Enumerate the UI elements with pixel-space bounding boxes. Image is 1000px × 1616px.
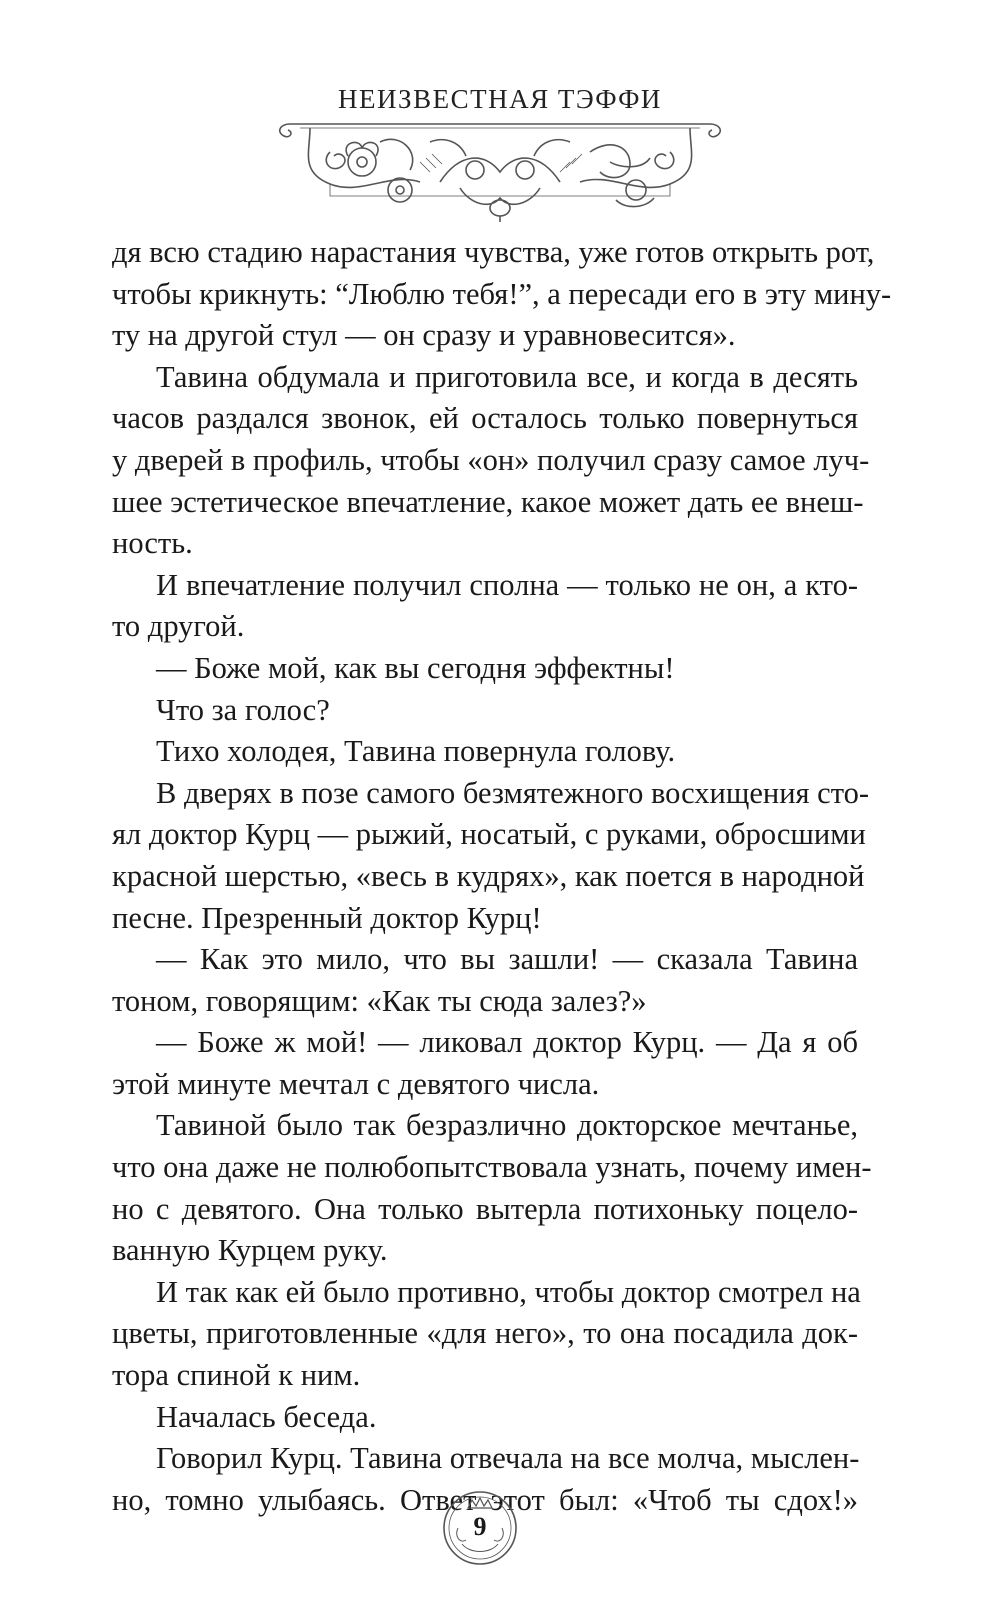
text-line: — Как это мило, что вы зашли! — сказала Тавина [156,942,858,977]
text-line: — Боже мой, как вы сегодня эффектны! [156,650,675,685]
text-line: песне. Презренный доктор Курц! [112,900,542,935]
text-line: Говорил Курц. Тавина отвечала на все молча, мыслен- [156,1441,860,1476]
text-line: цветы, приготовленные «для него», то она посадила док- [112,1316,858,1351]
text-line: но с девятого. Она только вытерла потихоньку поцело- [112,1191,858,1226]
text-line: ность. [112,526,193,561]
text-line: Что за голос? [156,692,330,727]
text-line: этой минуте мечтал с девятого числа. [112,1066,600,1101]
text-line: Началась беседа. [156,1399,377,1434]
text-line: ванную Курцем руку. [112,1233,388,1268]
text-line: В дверях в позе самого безмятежного восхищения сто- [156,775,870,810]
text-line: часов раздался звонок, ей осталось только повернуться [112,401,858,436]
text-line: то другой. [112,609,245,644]
text-line: ту на другой стул — он сразу и уравновесится». [112,318,736,353]
text-line: — Боже ж мой! — ликовал доктор Курц. — Да я об [156,1025,858,1060]
text-line: тора спиной к ним. [112,1358,361,1393]
floral-ornament-icon [270,112,730,222]
body-text [112,232,892,1521]
text-line: дя всю стадию нарастания чувства, уже готов открыть рот, [112,235,875,269]
text-line: Тихо холодея, Тавина повернула голову. [156,734,676,769]
text-line: шее эстетическое впечатление, какое может дать ее внеш- [112,484,864,519]
text-line: И так как ей было противно, чтобы доктор смотрел на [156,1274,861,1309]
text-line: ял доктор Курц — рыжий, носатый, с руками, обросшими [112,817,866,852]
text-line: чтобы крикнуть: “Люблю тебя!”, а пересади его в эту мину- [112,276,892,311]
text-line: что она даже не полюбопытствовала узнать, почему имен- [112,1150,872,1185]
text-line: но, томно улыбаясь. Ответ этот был: «Чтоб ты сдох!» [112,1482,858,1517]
text-line: тоном, говорящим: «Как ты сюда залез?» [112,983,647,1018]
text-line: Тавина обдумала и приготовила все, и когда в десять [156,359,858,394]
page-number: 9 [473,1512,487,1541]
text-line: у дверей в профиль, чтобы «он» получил сразу самое луч- [112,442,870,477]
running-title: НЕИЗВЕСТНАЯ ТЭФФИ [338,84,662,114]
text-line: красной шерстью, «весь в кудрях», как поется в народной [112,858,865,893]
text-line: И впечатление получил сполна — только не он, а кто- [156,567,858,602]
text-line: Тавиной было так безразлично докторское мечтанье, [156,1108,858,1143]
